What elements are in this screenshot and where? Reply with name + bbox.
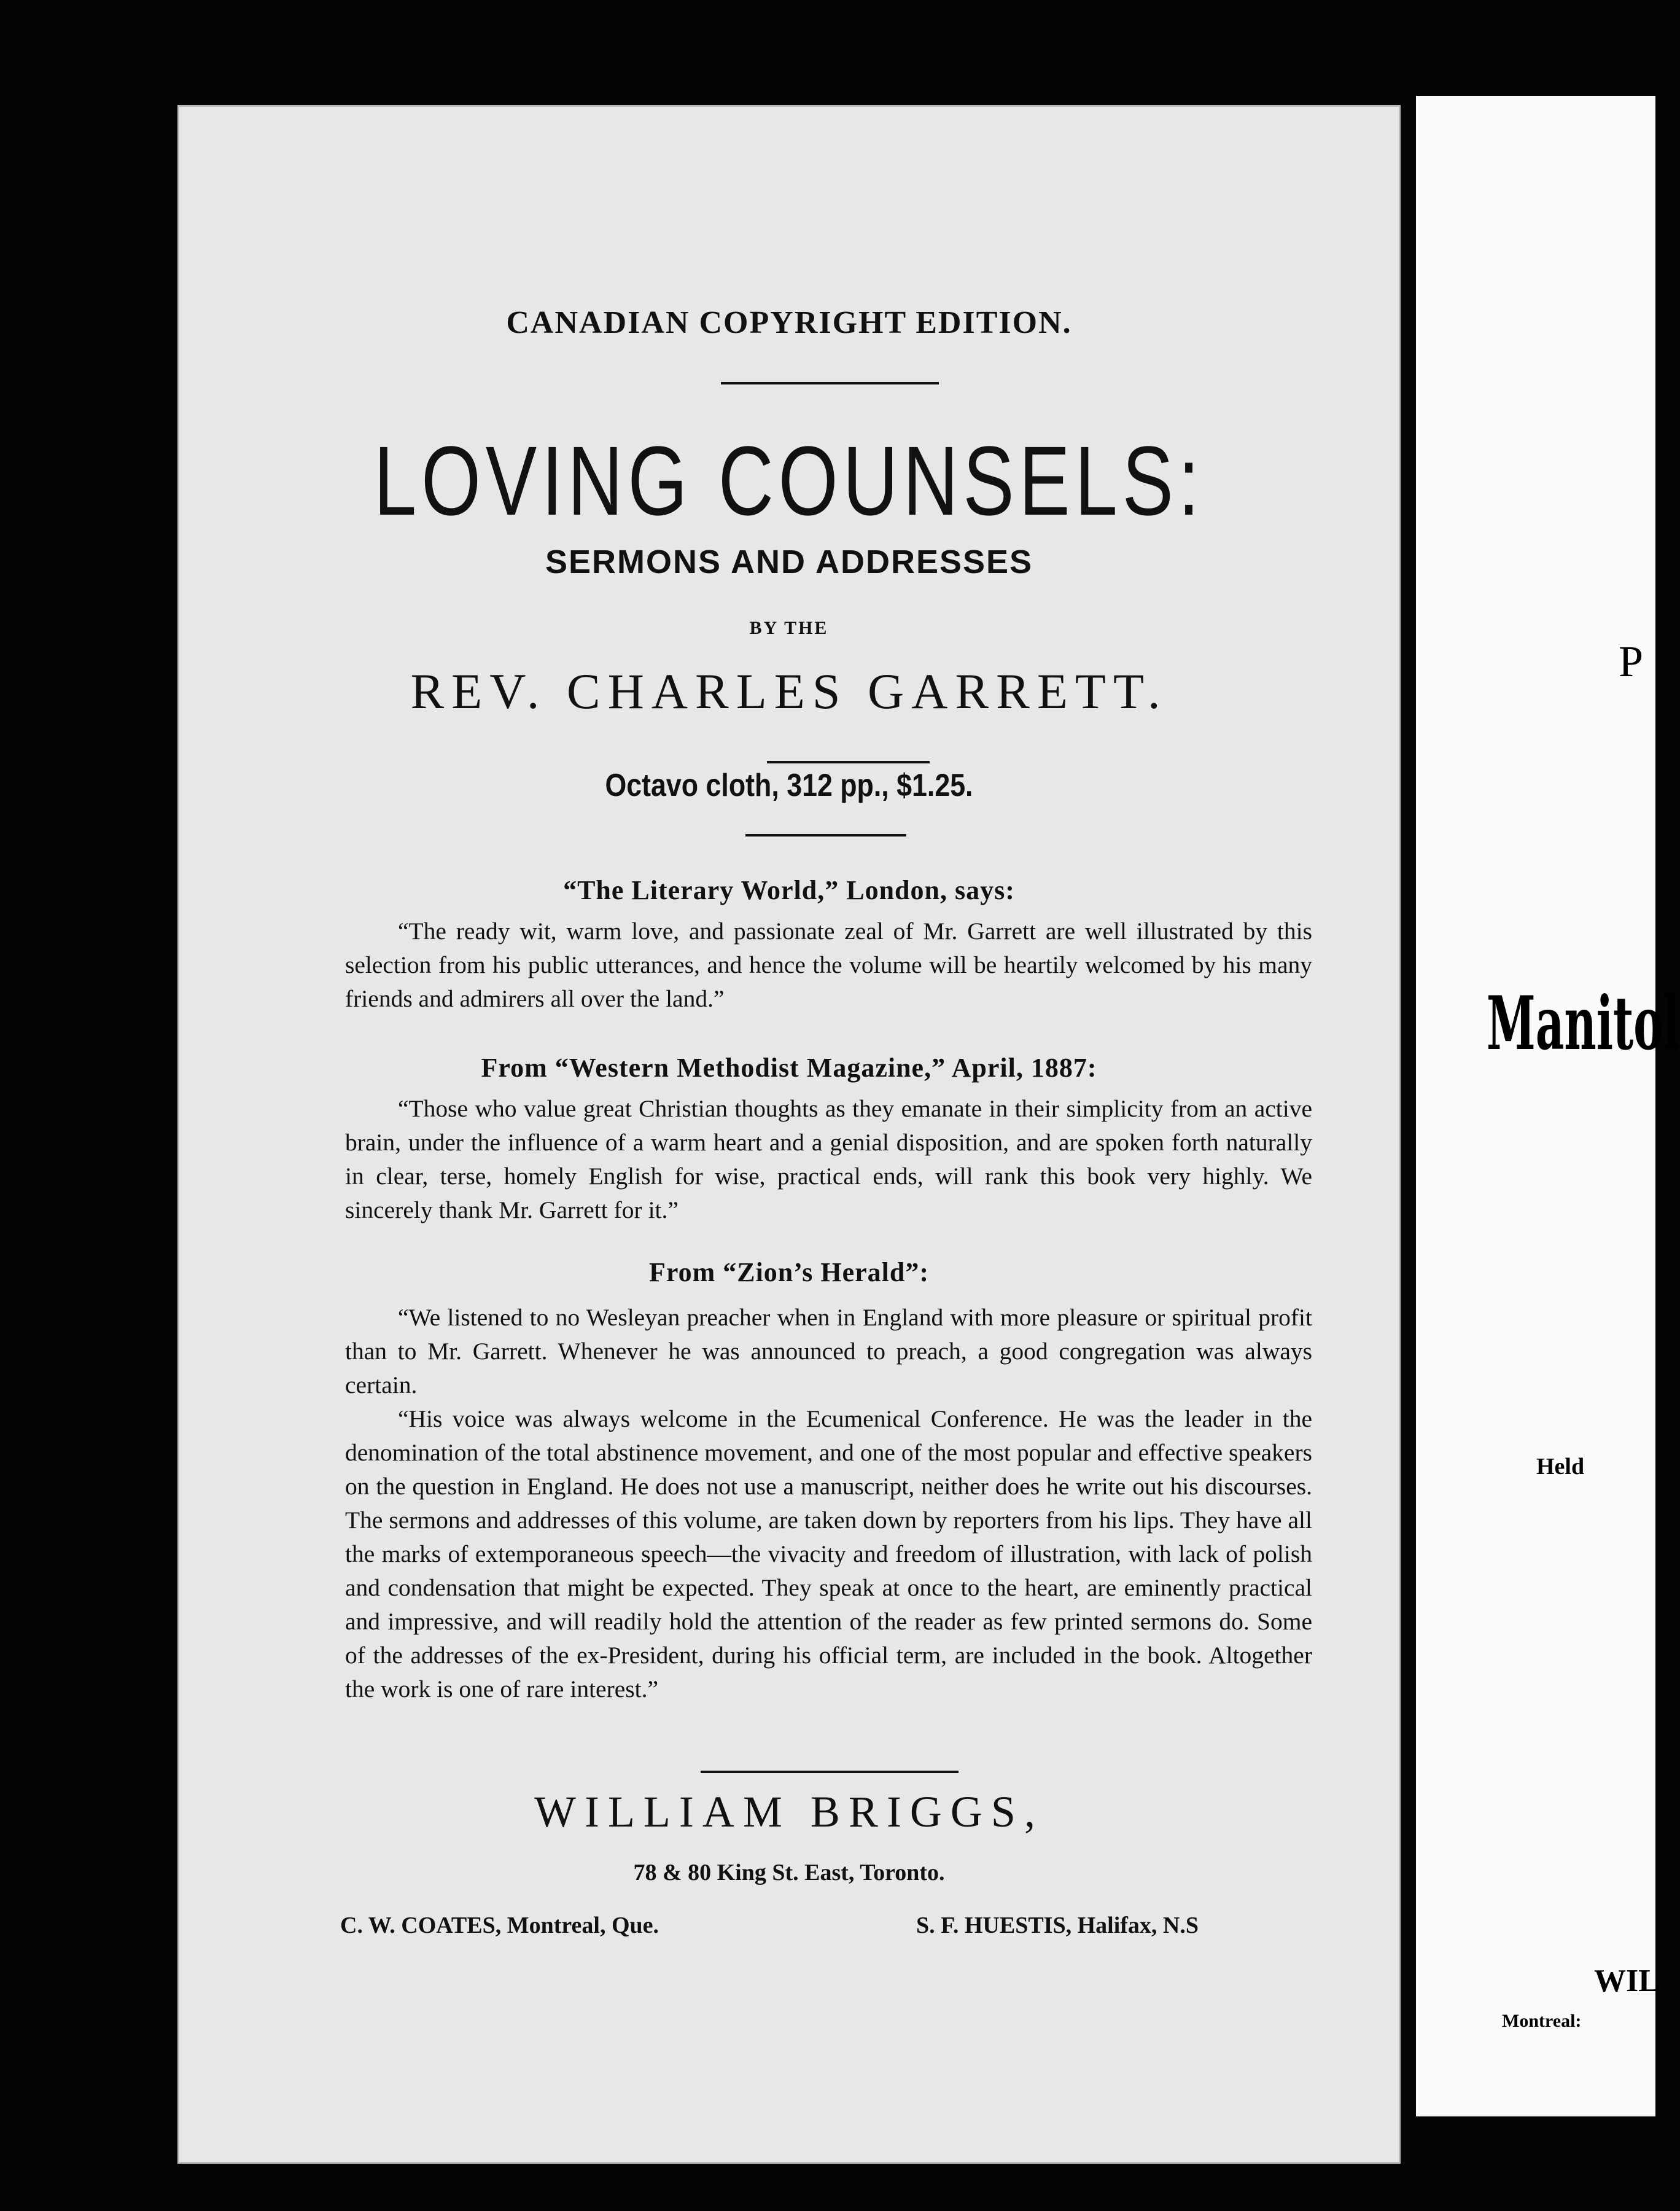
review-heading: From “Western Methodist Magazine,” April, 1887: <box>481 1053 1097 1083</box>
author-name: REV. CHARLES GARRETT. <box>410 663 1168 719</box>
review-paragraph: “The ready wit, warm love, and passionate zeal of Mr. Garrett are well illustrated by this selection from his public utterances, and hence the volume will be heartily welcomed by his many friends and admirers all over the land.” <box>345 918 1312 1012</box>
facing-page <box>1416 96 1680 2116</box>
review-text <box>345 1092 1312 1227</box>
agent-montreal: C. W. COATES, Montreal, Que. <box>340 1913 659 1938</box>
review-text <box>345 914 1312 1016</box>
agent-halifax: S. F. HUESTIS, Halifax, N.S <box>916 1913 1199 1938</box>
facing-page-fragment: Montreal: <box>1502 2011 1582 2031</box>
divider <box>701 1771 959 1773</box>
facing-page-fragment: WIL <box>1594 1963 1660 1998</box>
review-paragraph: “His voice was always welcome in the Ecumenical Conference. He was the leader in the denomination of the total abstinence movement, and one of the most popular and effective speakers on the question in England. He does not use a manuscript, neither does he write out his discourses. The sermons and addresses of this volume, are taken down by reporters from his lips. They have all the marks of extemporaneous speech—the vivacity and freedom of illustration, with lack of polish and condensation that might be expected. They speak at once to the heart, are eminently practical and impressive, and will readily hold the attention of the reader as few printed sermons do. Some of the addresses of the ex-President, during his official term, are included in the book. Altogether the work is one of rare interest.” <box>345 1405 1312 1702</box>
review-paragraph: “Those who value great Christian thoughts as they emanate in their simplicity from an active brain, under the influence of a warm heart and a genial disposition, and are spoken forth naturally in clear, terse, homely English for wise, practical ends, will rank this book very highly. We sincerely thank Mr. Garrett for it.” <box>345 1095 1312 1223</box>
scanned-page <box>177 105 1401 2164</box>
review-text <box>345 1301 1312 1706</box>
divider <box>767 761 930 763</box>
price-line: Octavo cloth, 312 pp., $1.25. <box>605 768 973 803</box>
edition-line: CANADIAN COPYRIGHT EDITION. <box>506 305 1072 340</box>
divider <box>745 834 906 836</box>
review-heading: From “Zion’s Herald”: <box>648 1257 930 1287</box>
review-paragraph: “We listened to no Wesleyan preacher when in England with more pleasure or spiritual profit than to Mr. Garrett. Whenever he was announced to preach, a good congregation was always certain. <box>345 1304 1312 1398</box>
publisher-address: 78 & 80 King St. East, Toronto. <box>633 1860 945 1885</box>
divider <box>721 382 939 384</box>
facing-page-fragment: P <box>1619 637 1644 686</box>
facing-page-fragment: Manitol <box>1487 980 1680 1067</box>
book-title: LOVING COUNSELS: <box>373 426 1205 536</box>
publisher-name: WILLIAM BRIGGS, <box>534 1787 1044 1836</box>
book-subtitle: SERMONS AND ADDRESSES <box>545 544 1033 580</box>
facing-page-fragment: Held <box>1536 1454 1585 1480</box>
by-line: BY THE <box>749 618 829 638</box>
review-heading: “The Literary World,” London, says: <box>563 875 1015 905</box>
